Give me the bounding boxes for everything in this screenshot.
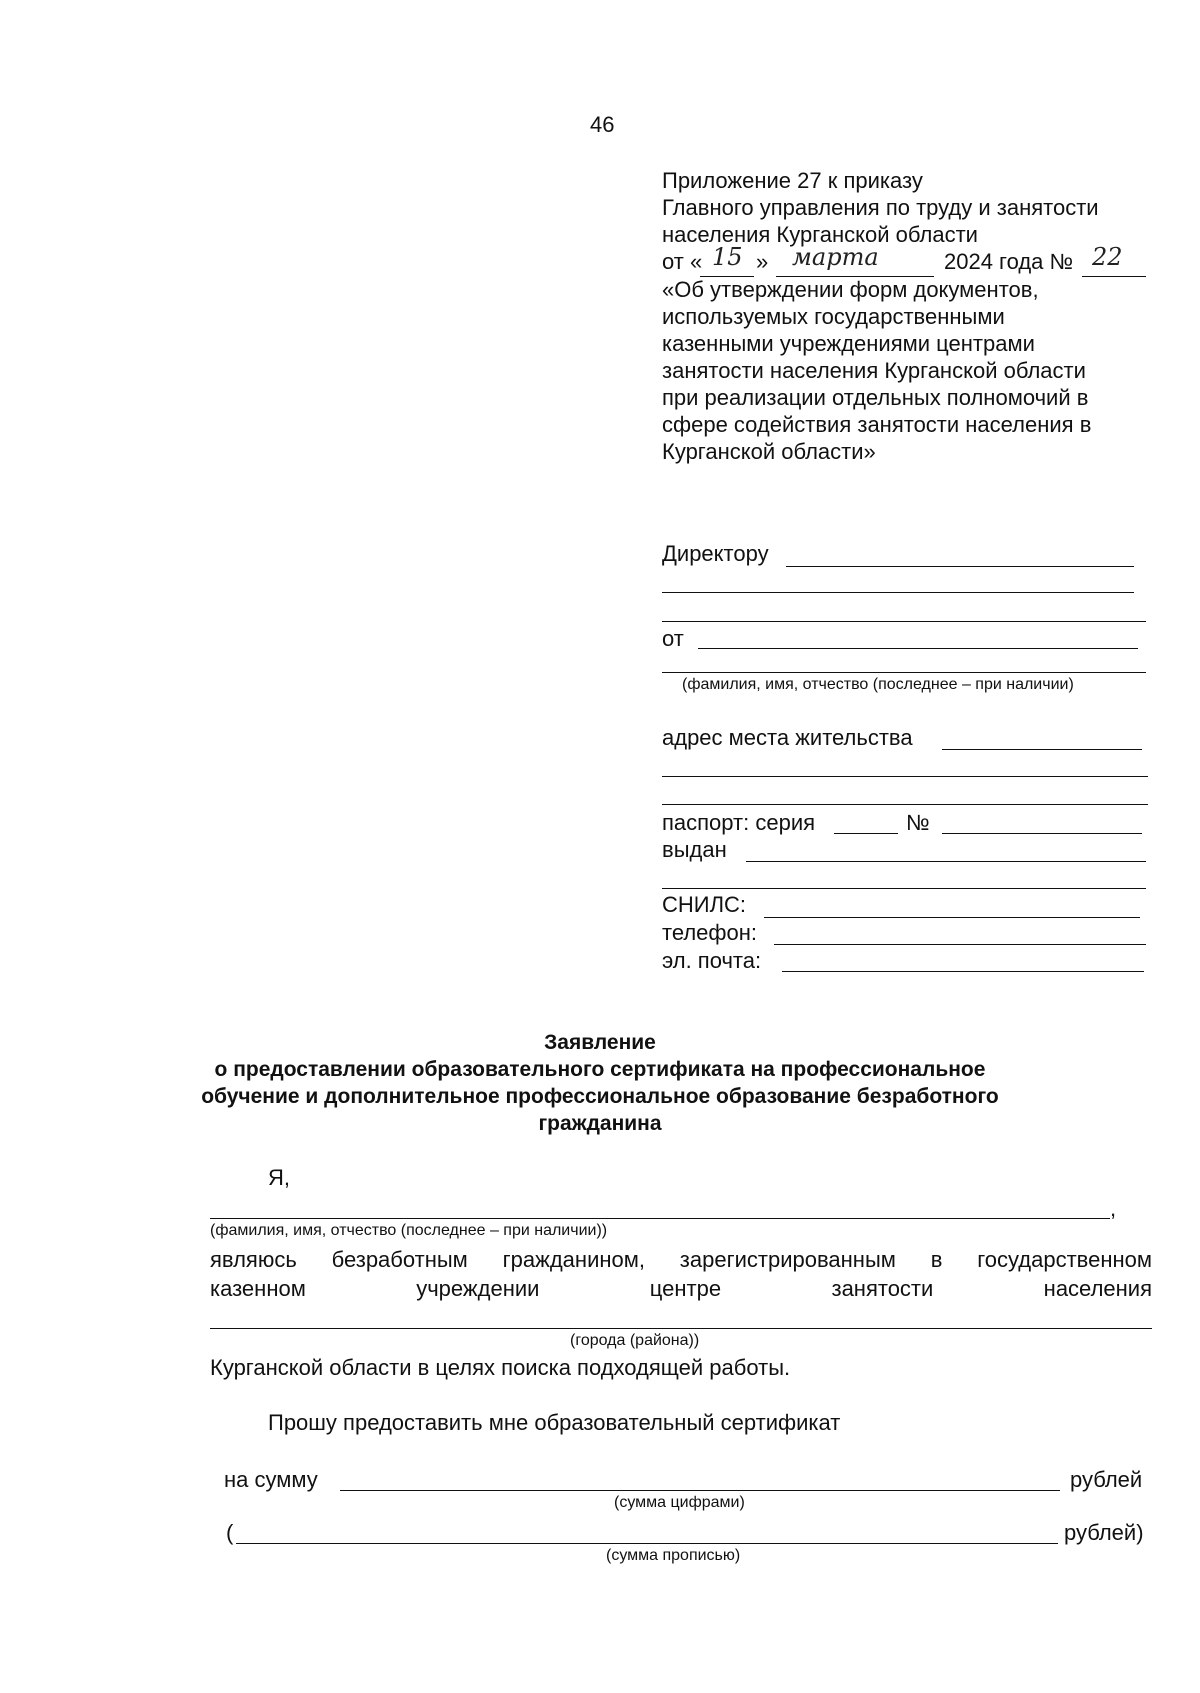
passport-number-label: № <box>906 810 930 835</box>
open-paren: ( <box>226 1520 234 1545</box>
rubles-label-1: рублей <box>1070 1467 1143 1492</box>
fio-caption-body: (фамилия, имя, отчество (последнее – при наличии)) <box>210 1222 608 1239</box>
issued-field[interactable] <box>746 861 1146 862</box>
from-field[interactable] <box>698 648 1138 649</box>
address-label: адрес места жительства <box>662 725 913 750</box>
document-subtitle-line-2: обучение и дополнительное профессиональное образование безработного <box>201 1085 999 1108</box>
sum-words-caption: (сумма прописью) <box>606 1547 741 1564</box>
from-label: от <box>662 626 684 651</box>
snils-label: СНИЛС: <box>662 892 747 917</box>
date-mid: » <box>756 249 769 274</box>
order-title-line-2: используемых государственными <box>662 304 1005 329</box>
passport-label: паспорт: серия <box>662 810 816 835</box>
body-line-3: Курганской области в целях поиска подходящей работы. <box>210 1355 791 1380</box>
body-line-1: являюсь безработным гражданином, зарегистрированным в государственном <box>210 1247 1152 1272</box>
email-field[interactable] <box>782 971 1144 972</box>
fio-comma: , <box>1110 1196 1117 1221</box>
order-title-line-6: сфере содействия занятости населения в <box>662 412 1092 437</box>
address-field[interactable] <box>942 749 1142 750</box>
order-title-line-4: занятости населения Курганской области <box>662 358 1086 383</box>
sum-digits-caption: (сумма цифрами) <box>614 1494 745 1511</box>
document-subtitle-line-1: о предоставлении образовательного сертификата на профессиональное <box>214 1058 986 1081</box>
phone-label: телефон: <box>662 920 758 945</box>
appendix-line-3: населения Курганской области <box>662 222 978 247</box>
day-handwritten: 15 <box>712 243 743 271</box>
body-line-2: казенном учреждении центре занятости населения <box>210 1276 1152 1301</box>
number-handwritten: 22 <box>1092 243 1123 271</box>
passport-series-field[interactable] <box>834 833 898 834</box>
year-text: 2024 года № <box>944 249 1074 274</box>
document-title: Заявление <box>544 1031 656 1054</box>
city-caption: (города (района)) <box>570 1332 700 1349</box>
sum-words-field[interactable] <box>236 1543 1058 1544</box>
rubles-label-2: рублей) <box>1064 1520 1144 1545</box>
director-field-line-2[interactable] <box>662 592 1134 593</box>
director-field[interactable] <box>786 566 1134 567</box>
issued-field-line-2[interactable] <box>662 888 1146 889</box>
director-label: Директору <box>662 541 769 566</box>
i-label: Я, <box>268 1165 290 1190</box>
order-title-line-1: «Об утверждении форм документов, <box>662 277 1039 302</box>
issued-label: выдан <box>662 837 727 862</box>
order-title-line-5: при реализации отдельных полномочий в <box>662 385 1089 410</box>
month-handwritten: марта <box>792 243 879 271</box>
number-underline <box>1082 276 1146 277</box>
request-text: Прошу предоставить мне образовательный сертификат <box>268 1410 841 1435</box>
sum-label: на сумму <box>224 1467 318 1492</box>
appendix-line-2: Главного управления по труду и занятости <box>662 195 1099 220</box>
fio-caption-top: (фамилия, имя, отчество (последнее – при наличии) <box>682 676 1074 693</box>
order-title-line-7: Курганской области» <box>662 439 876 464</box>
order-title-line-3: казенными учреждениями центрами <box>662 331 1035 356</box>
appendix-line-1: Приложение 27 к приказу <box>662 168 923 193</box>
employment-center-field[interactable] <box>210 1328 1152 1329</box>
email-label: эл. почта: <box>662 948 762 973</box>
director-field-line-3[interactable] <box>662 621 1146 622</box>
document-subtitle-line-3: гражданина <box>538 1112 662 1135</box>
phone-field[interactable] <box>774 944 1146 945</box>
address-field-line-3[interactable] <box>662 804 1148 805</box>
date-prefix: от « <box>662 249 703 274</box>
address-field-line-2[interactable] <box>662 776 1148 777</box>
from-field-line-2[interactable] <box>662 672 1146 673</box>
passport-number-field[interactable] <box>942 833 1142 834</box>
snils-field[interactable] <box>764 917 1140 918</box>
sum-digits-field[interactable] <box>340 1490 1060 1491</box>
page-number: 46 <box>590 112 615 137</box>
applicant-fio-field[interactable] <box>210 1218 1110 1219</box>
